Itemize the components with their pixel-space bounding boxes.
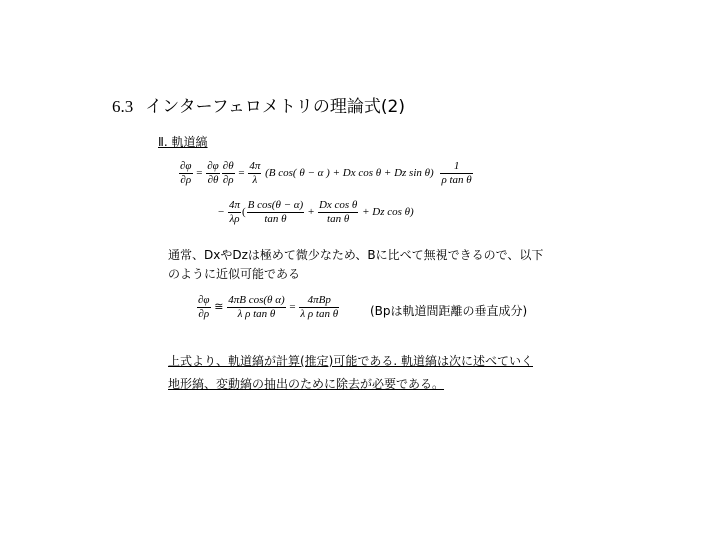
section-heading: Ⅱ. 軌道縞 (158, 135, 208, 149)
paragraph-line-1: 通常、DxやDzは極めて微少なため、Bに比べて無視できるので、以下 (168, 248, 544, 262)
eq3-lhs: $\frac{\partial\varphi}{\partial\rho}$ (198, 294, 210, 320)
eq3-rhs: $\frac{\text{4πBp}}{\text{λ ρ tan θ}}$ (300, 294, 339, 320)
conclusion (168, 350, 533, 396)
eq1-mid1: $\frac{\partial\varphi}{\partial\theta}$ (207, 160, 219, 186)
paragraph-line-2: のように近似可能である (168, 267, 301, 281)
equation-3: $\frac{\partial\varphi}{\partial\rho}$ ≅ $\frac{\text{4πB cos(θ α)}}{\text{λ ρ tan θ}}$ = $\frac{\text{4πBp}}{\text{λ ρ tan θ}}$ (198, 294, 339, 320)
eq2-coef: $\frac{4\pi}{\lambda\rho}$ (228, 199, 240, 225)
title-number: 6.3 (112, 97, 134, 116)
eq2-term1: $\frac{\text{B cos(θ − α)}}{\text{tan θ}}$ (247, 199, 304, 225)
equation-2: − $\frac{4\pi}{\lambda\rho}$ ( $\frac{\text{B cos(θ − α)}}{\text{tan θ}}$ + $\frac{\text{Dx cos θ}}{\text{tan θ}}$ + Dz cos θ) (218, 199, 414, 225)
paragraph (168, 246, 543, 284)
eq3-mid: $\frac{\text{4πB cos(θ α)}}{\text{λ ρ tan θ}}$ (228, 294, 285, 320)
slide-title (112, 92, 405, 117)
eq1-mid2: $\frac{\partial\theta}{\partial\rho}$ (222, 160, 234, 186)
eq1-lhs: $\frac{\partial\varphi}{\partial\rho}$ (180, 160, 192, 186)
title-text: インターフェロメトリの理論式(2) (145, 97, 405, 117)
eq1-tail: $\frac{1}{\text{ρ tan θ}}$ (441, 160, 472, 186)
eq1-coef: $\frac{4\pi}{\lambda}$ (249, 160, 261, 186)
conclusion-line-1: 上式より、軌道縞が計算(推定)可能である. 軌道縞は次に述べていく (168, 354, 533, 368)
equation-1: $\frac{\partial\varphi}{\partial\rho}$ = $\frac{\partial\varphi}{\partial\theta}$ $\frac{\partial\theta}{\partial\rho}$ = $\frac{4\pi}{\lambda}$ (B cos( θ − α ) + Dx cos θ + Dz sin θ) $\frac{1}{\text{ρ tan θ}}$ (180, 160, 472, 186)
eq2-term2: $\frac{\text{Dx cos θ}}{\text{tan θ}}$ (318, 199, 358, 225)
eq1-body: (B cos( θ − α ) + Dx cos θ + Dz sin θ) (265, 167, 434, 180)
conclusion-line-2: 地形縞、変動縞の抽出のために除去が必要である。 (168, 377, 445, 391)
eq2-term3: + Dz cos θ) (362, 206, 414, 219)
bp-note: (Bpは軌道間距離の垂直成分) (370, 304, 528, 318)
